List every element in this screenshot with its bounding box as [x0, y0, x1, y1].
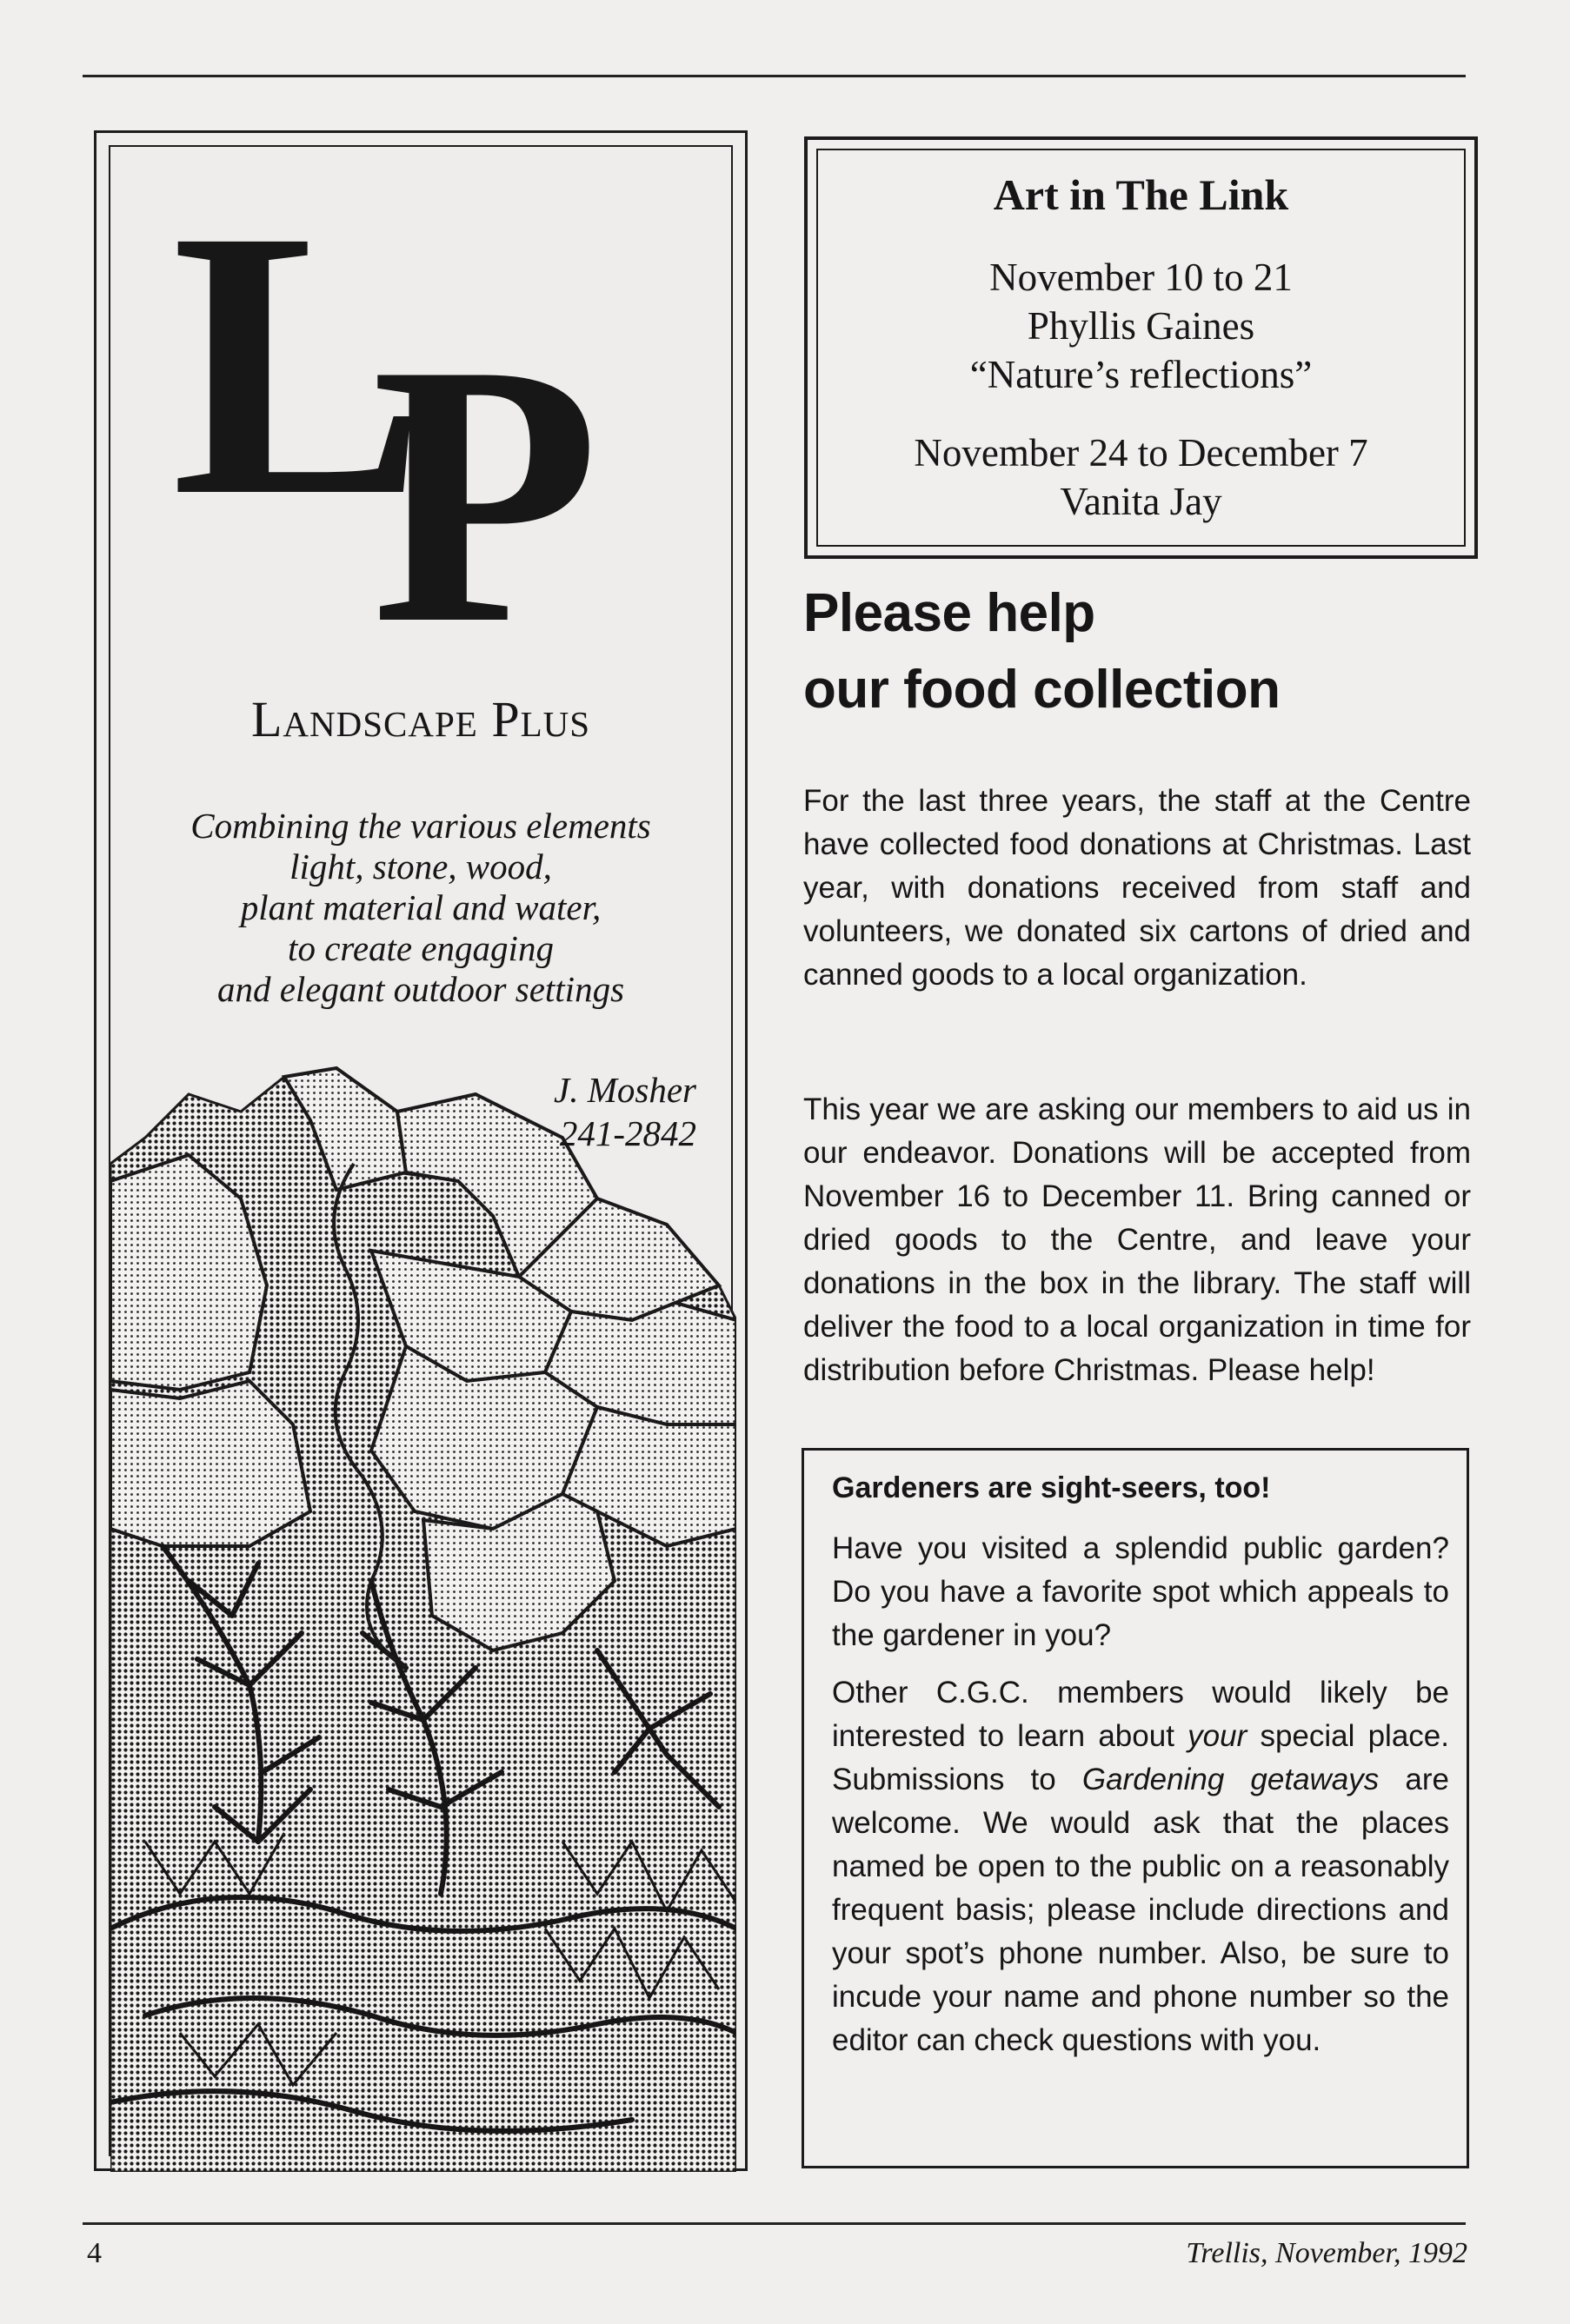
ad-company-name: Landscape Plus — [250, 691, 591, 747]
tagline-line: light, stone, wood, — [289, 847, 552, 886]
logo-letter-l: L — [171, 152, 427, 575]
p2-text: are welcome. We would ask that the places named be open to the public on a reasonably frequent basis; please include directions and your spot’s phone number. Also, be sure to incude your name and phone number so the editor can check questions with you. — [832, 1763, 1449, 2057]
p2-emphasis: Gardening getaways — [1081, 1763, 1380, 1796]
art-in-the-link-box — [804, 136, 1478, 559]
spacer — [818, 399, 1464, 428]
article-paragraph-1: For the last three years, the staff at the Centre have collected food donations at Christmas. Last year, with donations received from staff and volunteers, we donated six cartons of dried and canned goods to a local organization. — [803, 784, 1471, 992]
show1-title: “Nature’s reflections” — [969, 353, 1313, 396]
sidebar-paragraph-1: Have you visited a splendid public garden? Do you have a favorite spot which appeals to the gardener in you? — [832, 1531, 1449, 1652]
tagline-line: plant material and water, — [240, 887, 602, 927]
show2-dates: November 24 to December 7 — [914, 431, 1368, 475]
art-box-inner — [816, 149, 1466, 547]
p2-text: special place. Submissions to — [832, 1719, 1449, 1796]
garden-illustration — [110, 1059, 736, 2172]
sidebar-content — [832, 1466, 1449, 2062]
tagline-line: Combining the various elements — [190, 806, 651, 846]
bottom-rule — [83, 2222, 1466, 2225]
publication-footer: Trellis, November, 1992 — [1186, 2237, 1467, 2269]
landscape-plus-ad — [94, 130, 748, 2171]
tagline-line: to create engaging — [288, 928, 554, 968]
article-paragraph-2: This year we are asking our members to aid us in our endeavor. Donations will be accepted from November 16 to December 11. Bring canned or dried goods to the Centre, and leave your donations in the box in the library. The staff will deliver the food to a local organization in time for distribution before Christmas. Please help! — [803, 1092, 1471, 1387]
art-box-title: Art in The Link — [993, 170, 1289, 219]
headline-line: our food collection — [803, 660, 1281, 720]
p2-emphasis: your — [1187, 1719, 1247, 1753]
headline-line: Please help — [803, 583, 1095, 643]
tagline-line: and elegant outdoor settings — [216, 969, 625, 1009]
logo-letter-p: P — [371, 288, 600, 701]
show1-artist: Phyllis Gaines — [1027, 304, 1255, 348]
ad-contact — [554, 1068, 696, 1155]
ad-inner-border — [109, 145, 733, 2156]
show2-artist: Vanita Jay — [1060, 480, 1222, 523]
ad-tagline — [136, 806, 705, 1010]
spacer — [832, 1657, 1449, 1671]
contact-phone: 241-2842 — [559, 1113, 696, 1153]
gardeners-sidebar-box — [802, 1448, 1469, 2168]
art-box-schedule — [818, 253, 1464, 526]
contact-name: J. Mosher — [554, 1070, 696, 1110]
sidebar-paragraph-2 — [832, 1671, 1449, 2062]
p2-text: Other C.G.C. members would likely be interested to learn about — [832, 1676, 1449, 1753]
show1-dates: November 10 to 21 — [989, 256, 1293, 299]
top-rule — [83, 75, 1466, 77]
sidebar-title: Gardeners are sight-seers, too! — [832, 1471, 1271, 1504]
page-number: 4 — [87, 2237, 102, 2269]
article-headline — [803, 575, 1464, 728]
